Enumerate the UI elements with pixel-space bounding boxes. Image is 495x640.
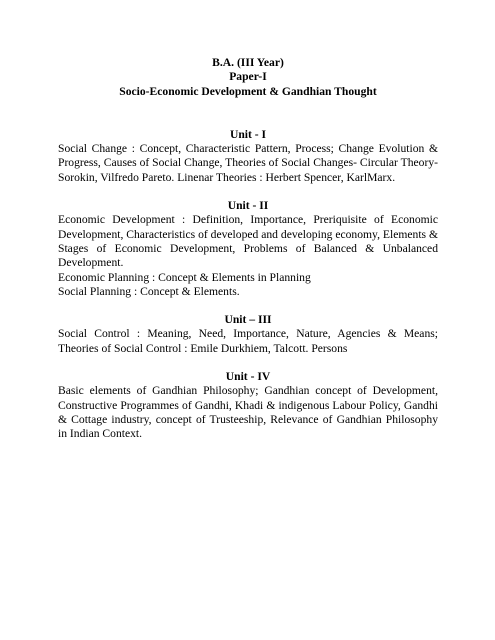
unit-3-section <box>58 313 438 356</box>
unit-4-paragraph: Basic elements of Gandhian Philosophy; Gandhian concept of Development, Constructive Programmes of Gandhi, Khadi & indigenous Labour Policy, Gandhi & Cottage industry, concept of Trusteeship, Relevance of Gandhian Philosophy in Indian Context. <box>58 384 438 441</box>
document-page <box>58 56 438 442</box>
unit-2-section <box>58 199 438 299</box>
unit-1-section <box>58 128 438 185</box>
unit-3-paragraph: Social Control : Meaning, Need, Importance, Nature, Agencies & Means; Theories of Social Control : Emile Durkhiem, Talcott. Persons <box>58 327 438 355</box>
unit-1-paragraph: Social Change : Concept, Characteristic Pattern, Process; Change Evolution & Progress, Causes of Social Change, Theories of Social Changes- Circular Theory- Sorokin, Vilfredo Pareto. Linenar Theories : Herbert Spencer, KarlMarx. <box>58 142 438 184</box>
paper-title-heading: Socio-Economic Development & Gandhian Thought <box>119 84 377 98</box>
unit-2-paragraph-economic-development: Economic Development : Definition, Importance, Preriquisite of Economic Development, Characteristics of developed and developing economy, Elements & Stages of Economic Development, Problems of Balanced & Unbalanced Development. <box>58 213 438 270</box>
unit-1-title: Unit - I <box>229 127 267 141</box>
unit-2-paragraph-economic-planning: Economic Planning : Concept & Elements in Planning <box>58 270 311 284</box>
paper-number-heading: Paper-I <box>229 70 267 84</box>
unit-3-title: Unit – III <box>224 313 272 327</box>
unit-4-title: Unit - IV <box>225 370 271 384</box>
unit-4-section <box>58 370 438 441</box>
course-year-heading: B.A. (III Year) <box>212 56 284 69</box>
unit-2-title: Unit - II <box>227 199 269 213</box>
unit-2-paragraph-social-planning: Social Planning : Concept & Elements. <box>58 284 240 298</box>
